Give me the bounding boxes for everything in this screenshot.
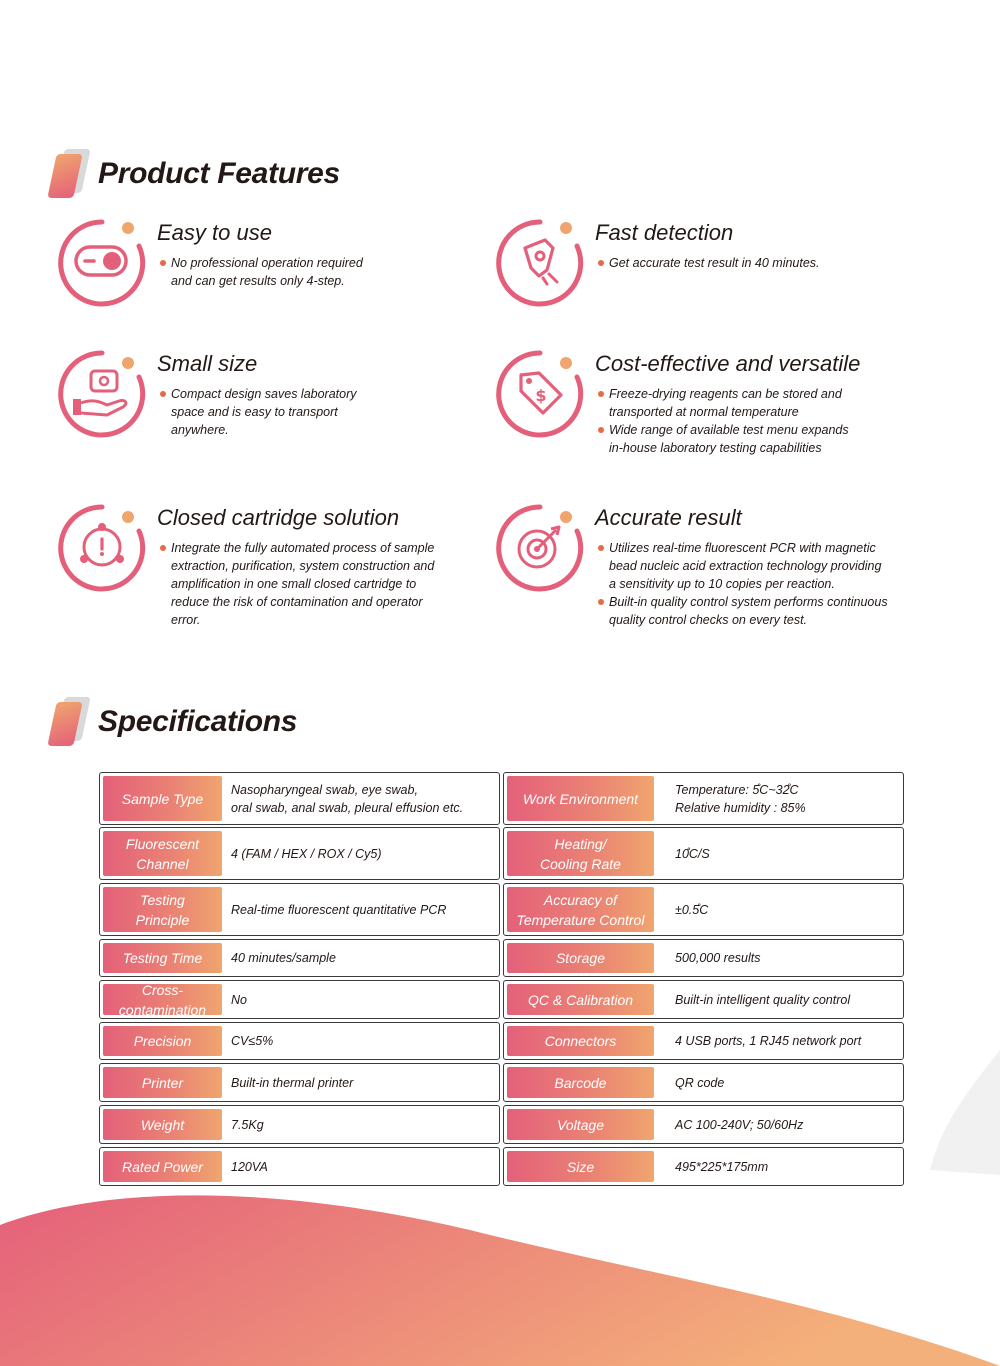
spec-label-line: Channel [136,855,189,872]
spec-value: Temperature: 5̊C~32̊C Relative humidity : 85% [675,782,806,815]
spec-label-line: Size [566,1158,595,1175]
spec-value: 10̊C/S [675,846,710,861]
spec-cell [99,883,500,936]
spec-row [99,1147,904,1186]
feature-title: Fast detection [595,220,734,245]
spec-row [99,939,904,977]
spec-label [103,1067,222,1098]
specs-title: Specifications [98,705,298,738]
spec-cell [503,883,904,936]
spec-label-line: Printer [141,1074,184,1091]
spec-label-line: Cross- [141,981,184,998]
spec-value: 495*225*175mm [675,1159,769,1174]
spec-label-line: Rated Power [122,1158,203,1175]
feature-title: Small size [157,351,258,376]
spec-label-line: Connectors [544,1033,617,1049]
spec-label [507,1109,654,1140]
svg-text:$: $ [535,386,547,405]
spec-value: Built-in intelligent quality control [675,992,851,1007]
feature-bullet: Integrate the fully automated process of sample extraction, purification, system construction and amplification in one small closed cartridge to reduce the risk of contamination and operator error. [157,539,477,629]
spec-label-line: Principle [135,911,190,928]
spec-label [103,776,222,821]
spec-label [507,1026,654,1056]
feature-title: Accurate result [595,505,742,530]
spec-value: Built-in thermal printer [231,1075,354,1090]
spec-row [99,883,904,936]
spec-label-line: contamination [118,1001,207,1018]
spec-cell [99,980,500,1019]
spec-label [507,776,654,821]
spec-row [99,1022,904,1060]
spec-cell [503,980,904,1019]
spec-cell [99,1147,500,1186]
spec-label [507,1151,654,1182]
spec-cell [503,939,904,977]
spec-label-line: Storage [555,950,606,966]
spec-row [99,1105,904,1144]
toggle-switch-icon [57,218,147,308]
spec-label [507,1067,654,1098]
spec-label [507,984,654,1015]
feature-bullet: Compact design saves laboratory space and is easy to transport anywhere. [157,385,477,439]
spec-label-line: Fluorescent [125,835,200,852]
spec-cell [99,1022,500,1060]
feature-bullet: Built-in quality control system performs continuous quality control checks on every test. [595,593,915,629]
spec-cell [99,827,500,880]
specs-heading [48,692,297,752]
feature-title: Cost-effective and versatile [595,351,861,376]
spec-value: 500,000 results [675,951,761,965]
spec-row [99,772,904,825]
feature-bullet: Get accurate test result in 40 minutes. [595,254,915,272]
feature-title: Closed cartridge solution [157,505,400,530]
spec-row [99,1063,904,1102]
spec-cell [99,1063,500,1102]
spec-label-line: Work Environment [522,790,639,807]
spec-label-line: Testing Time [122,950,203,966]
spec-label [507,943,654,973]
price-tag-icon [495,349,585,439]
spec-label-line: QC & Calibration [527,991,634,1008]
spec-label-line: Temperature Control [516,911,645,928]
feature-bullet: Freeze-drying reagents can be stored and transported at normal temperature [595,385,915,421]
spec-value: QR code [675,1075,725,1090]
spec-value: Nasopharyngeal swab, eye swab, oral swab, anal swab, pleural effusion etc. [231,782,464,815]
features-title: Product Features [98,157,340,190]
spec-value: AC 100-240V; 50/60Hz [675,1117,804,1132]
target-arrow-icon [495,503,585,593]
spec-label-line: Testing [140,891,185,908]
spec-cell [99,939,500,977]
spec-label [103,887,222,932]
features-heading [48,144,340,204]
spec-value: 40 minutes/sample [231,951,336,965]
spec-cell [503,827,904,880]
spec-cell [503,1063,904,1102]
spec-label [507,887,654,932]
spec-value: ±0.5̊C [675,902,709,917]
cartridge-network-icon [57,503,147,593]
spec-row [99,827,904,880]
spec-cell [503,1105,904,1144]
spec-value: 120VA [231,1159,268,1174]
spec-label [103,1151,222,1182]
spec-label-line: Voltage [557,1116,604,1133]
spec-value: 4 USB ports, 1 RJ45 network port [675,1034,862,1048]
heading-mark-icon [48,149,94,199]
spec-label [103,981,222,1018]
spec-label-line: Cooling Rate [540,855,621,872]
spec-label-line: Accuracy of [543,891,618,908]
feature-bullet: Wide range of available test menu expands in-house laboratory testing capabilities [595,421,915,457]
spec-label [103,943,222,973]
rocket-icon [495,218,585,308]
spec-cell [503,1022,904,1060]
spec-label-line: Precision [133,1033,192,1049]
spec-value: 7.5Kg [231,1117,264,1132]
spec-label [507,831,654,876]
spec-value: CV≤5% [231,1034,274,1048]
feature-bullet: No professional operation required and can get results only 4-step. [157,254,477,290]
heading-mark-icon [48,697,94,747]
spec-label [103,1026,222,1056]
spec-row [99,980,904,1019]
spec-cell [99,1105,500,1144]
spec-label [103,1109,222,1140]
spec-value: 4 (FAM / HEX / ROX / Cy5) [231,846,382,861]
spec-value: Real-time fluorescent quantitative PCR [231,902,447,917]
spec-label-line: Barcode [554,1074,607,1091]
spec-label [103,831,222,876]
spec-cell [503,772,904,825]
spec-cell [503,1147,904,1186]
spec-label-line: Weight [140,1116,185,1133]
feature-bullet: Utilizes real-time fluorescent PCR with magnetic bead nucleic acid extraction technology providing a sensitivity up to 10 copies per reaction. [595,539,915,593]
spec-label-line: Sample Type [121,790,204,807]
spec-cell [99,772,500,825]
feature-title: Easy to use [157,220,272,245]
spec-label-line: Heating/ [554,835,607,852]
spec-value: No [231,992,247,1007]
hand-holding-device-icon [57,349,147,439]
